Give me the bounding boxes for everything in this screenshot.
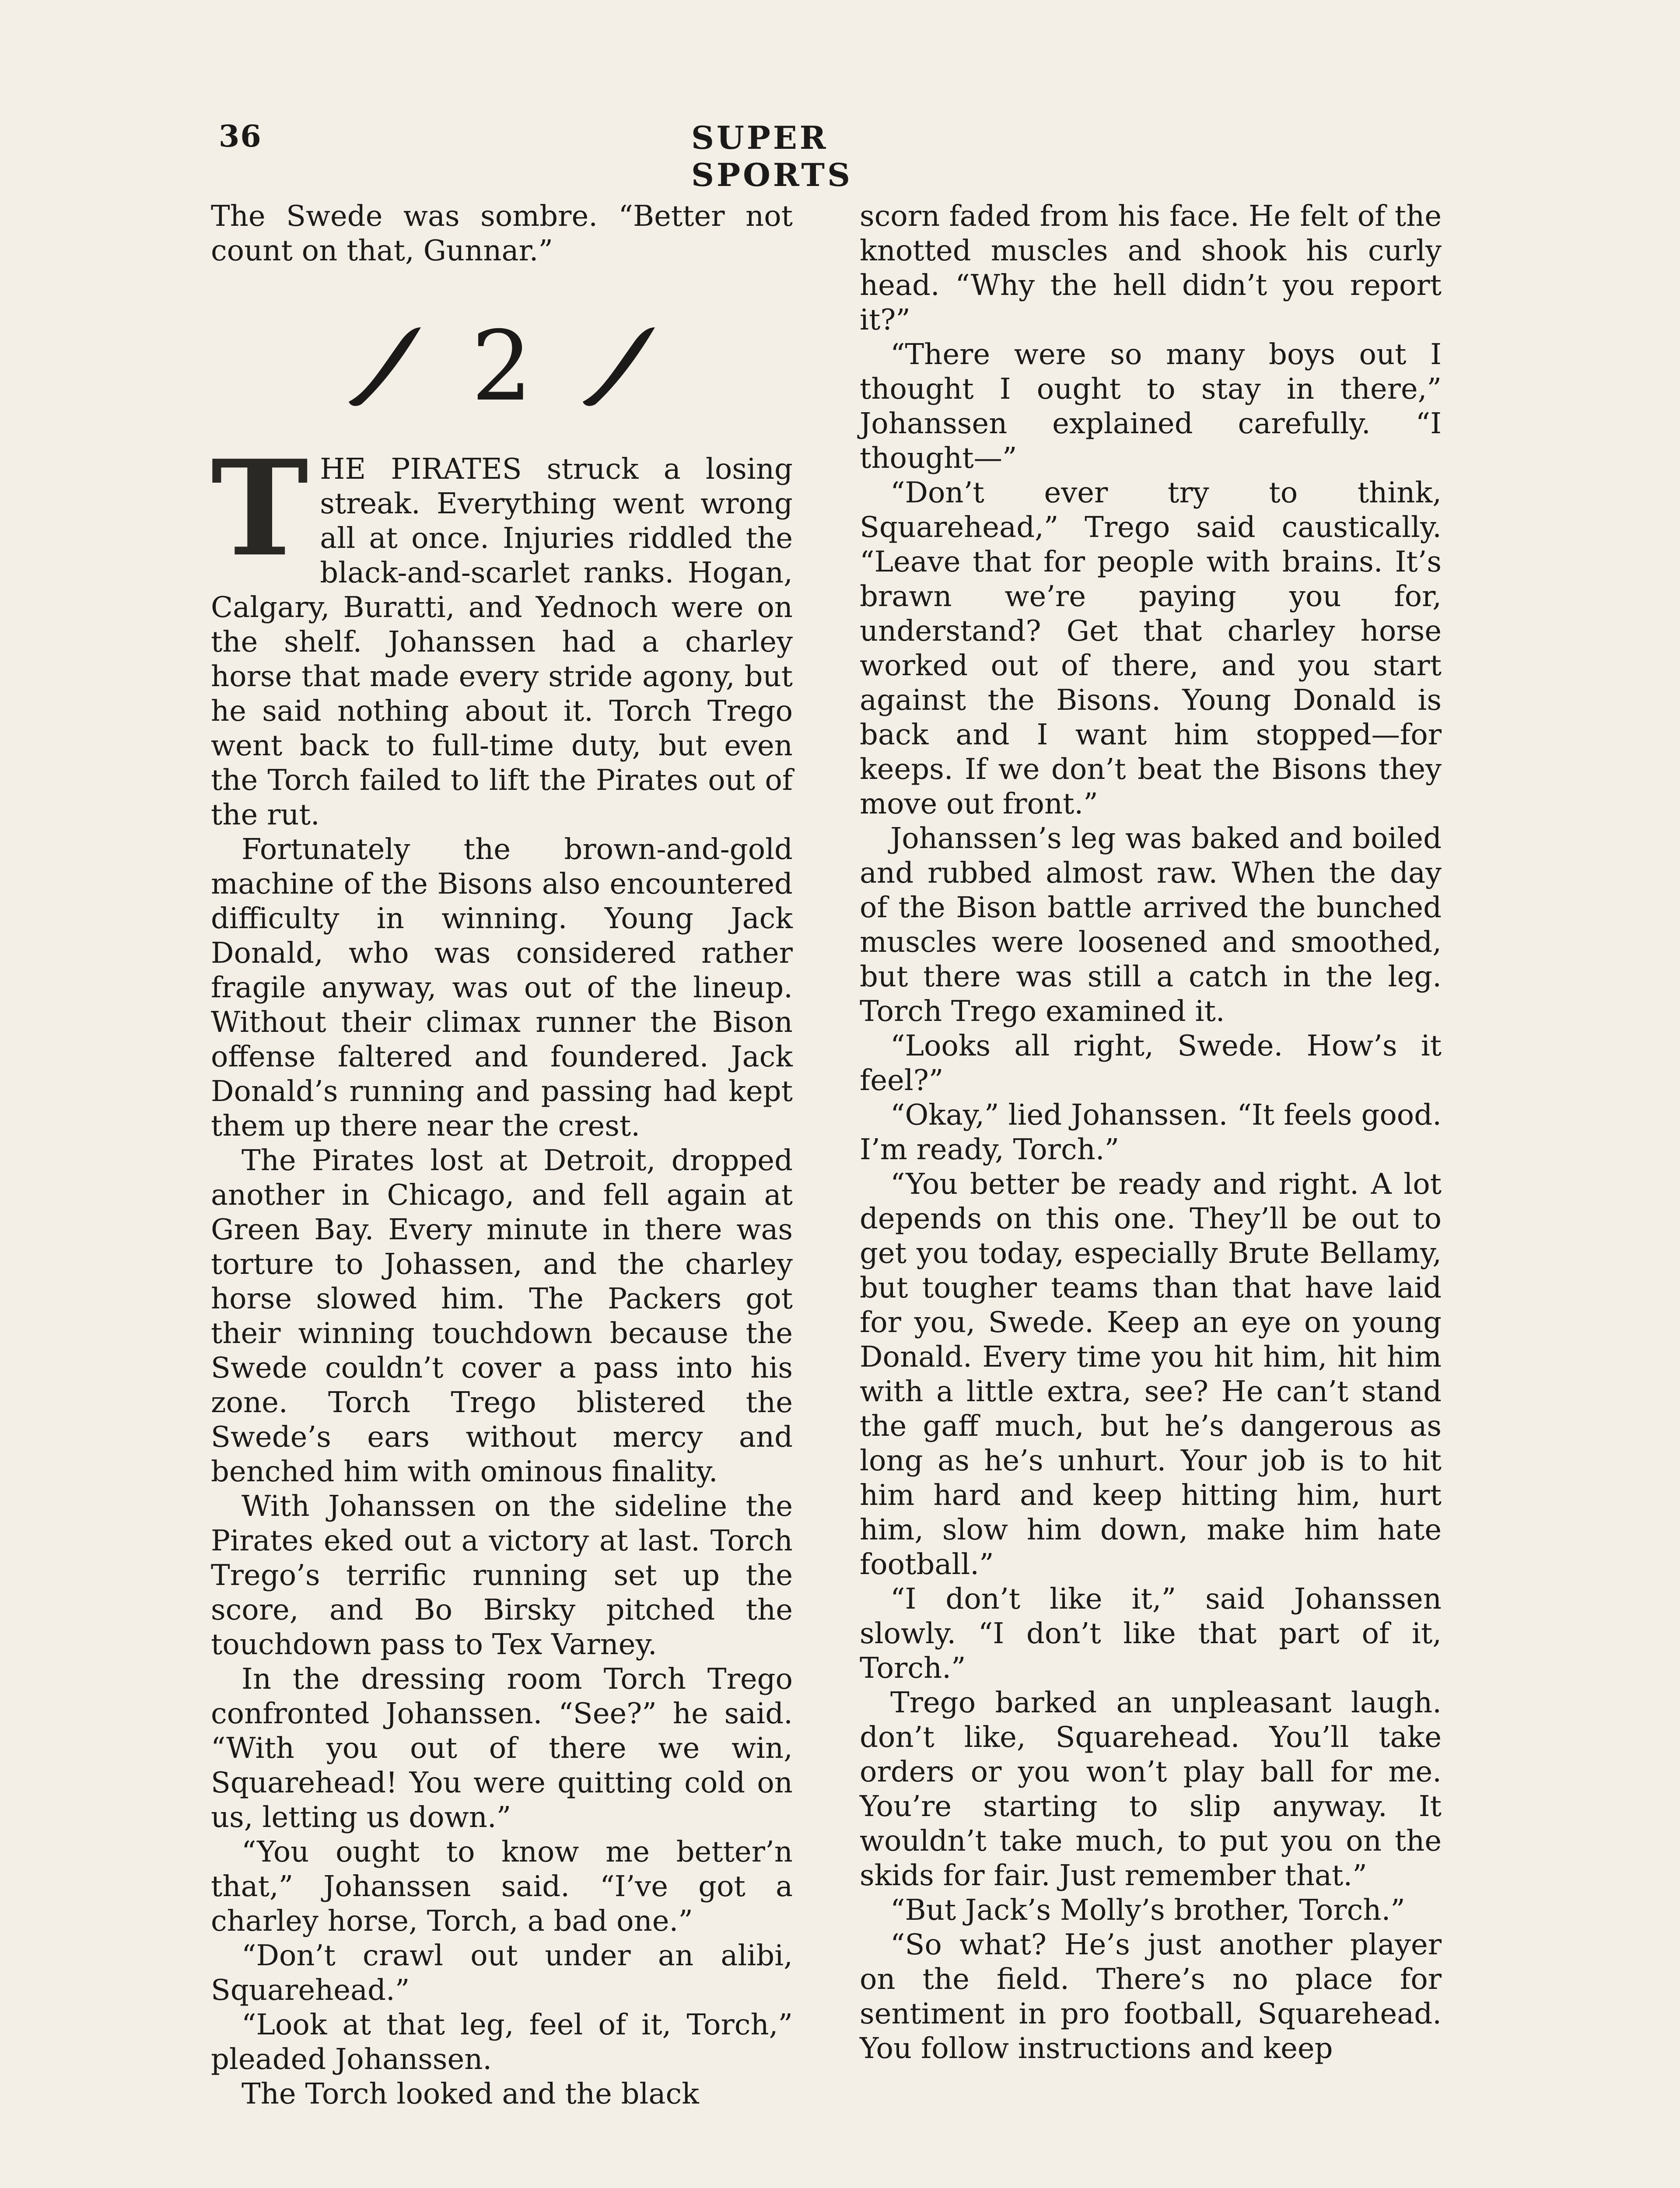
paragraph: Johanssen’s leg was baked and boiled and rubbed almost raw. When the day of the Bison battle arrived the bunched muscles were loosened and smoothed, but there was still a catch in the leg. Torch Trego examined it. [860,822,1442,1028]
paragraph: “Okay,” lied Johanssen. “It feels good. I’m ready, Torch.” [860,1098,1442,1166]
drop-cap: T [211,431,309,586]
right-column [860,199,1442,2066]
paragraph: “I don’t like it,” said Johanssen slowly. “I don’t like that part of it, Torch.” [860,1582,1442,1685]
chapter-heading [211,277,793,448]
paragraph: Trego barked an unpleasant laugh. don’t like, Squarehead. You’ll take orders or you won’t play ball for me. You’re starting to slip anyway. It wouldn’t take much, to put you on the skids for fair. Just remember that.” [860,1686,1442,1892]
paragraph: “So what? He’s just another player on the field. There’s no place for sentiment in pro football, Squarehead. You follow instructions and keep [860,1928,1442,2065]
paragraph: “You better be ready and right. A lot depends on this one. They’ll be out to get you today, especially Brute Bellamy, but tougher teams than that have laid for you, Swede. Keep an eye on young Donald. Every time you hit him, hit him with a little extra, see? He can’t stand the gaff much, but he’s dangerous as long as he’s unhurt. Your job is to hit him hard and keep hitting him, hurt him, slow him down, make him hate football.” [860,1168,1442,1581]
left-column [211,199,793,2111]
paragraph: “Look at that leg, feel of it, Torch,” pleaded Johanssen. [211,2008,793,2076]
paragraph: “You ought to know me better’n that,” Johanssen said. “I’ve got a charley horse, Torch, a bad one.” [211,1835,793,1938]
paragraph: “But Jack’s Molly’s brother, Torch.” [890,1893,1405,1927]
running-head: SUPER SPORTS [691,119,853,193]
chapter-number: 2 [471,310,532,419]
paragraph: scorn faded from his face. He felt of the knotted muscles and shook his curly head. “Why the hell didn’t you report it?” [860,200,1442,337]
paragraph: “Don’t ever try to think, Squarehead,” Trego said caustically. “Leave that for people with brains. It’s brawn we’re paying you for, understand? Get that charley horse worked out of there, and you start against the Bisons. Young Donald is back and I want him stopped—for keeps. If we don’t beat the Bisons they move out front.” [860,476,1442,820]
paragraph: “Looks all right, Swede. How’s it feel?” [860,1029,1442,1097]
paragraph: Fortunately the brown-and-gold machine of the Bisons also encountered difficulty in winning. Young Jack Donald, who was considered rather fragile anyway, was out of the lineup. Without their climax runner the Bison offense faltered and foundered. Jack Donald’s running and passing had kept them up there near the crest. [211,833,793,1143]
paragraph: In the dressing room Torch Trego confronted Johanssen. “See?” he said. “With you out of there we win, Squarehead! You were quitting cold on us, letting us down.” [211,1662,793,1834]
chapter-ornament [327,305,677,419]
paragraph: The Swede was sombre. “Better not count on that, Gunnar.” [211,200,793,267]
paragraph: With Johanssen on the sideline the Pirates eked out a victory at last. Torch Trego’s terrific running set up the score, and Bo Birsky pitched the touchdown pass to Tex Varney. [211,1490,793,1661]
page-number: 36 [219,119,262,154]
paragraph: “There were so many boys out I thought I ought to stay in there,” Johanssen explained carefully. “I thought—” [860,338,1442,475]
paragraph: The Torch looked and the black [242,2077,699,2111]
paragraph: “Don’t crawl out under an alibi, Squarehead.” [211,1939,793,2007]
paragraph: The Pirates lost at Detroit, dropped another in Chicago, and fell again at Green Bay. Every minute in there was torture to Johassen, and the charley horse slowed him. The Packers got their winning touchdown because the Swede couldn’t cover a pass into his zone. Torch Trego blistered the Swede’s ears without mercy and benched him with ominous finality. [211,1144,793,1488]
paragraph: THE PIRATES struck a losing streak. Everything went wrong all at once. Injuries riddled the black-and-scarlet ranks. Hogan, Calgary, Buratti, and Yednoch were on the shelf. Johanssen had a charley horse that made every stride agony, but he said nothing about it. Torch Trego went back to full-time duty, but even the Torch failed to lift the Pirates out of the rut. [211,431,793,831]
